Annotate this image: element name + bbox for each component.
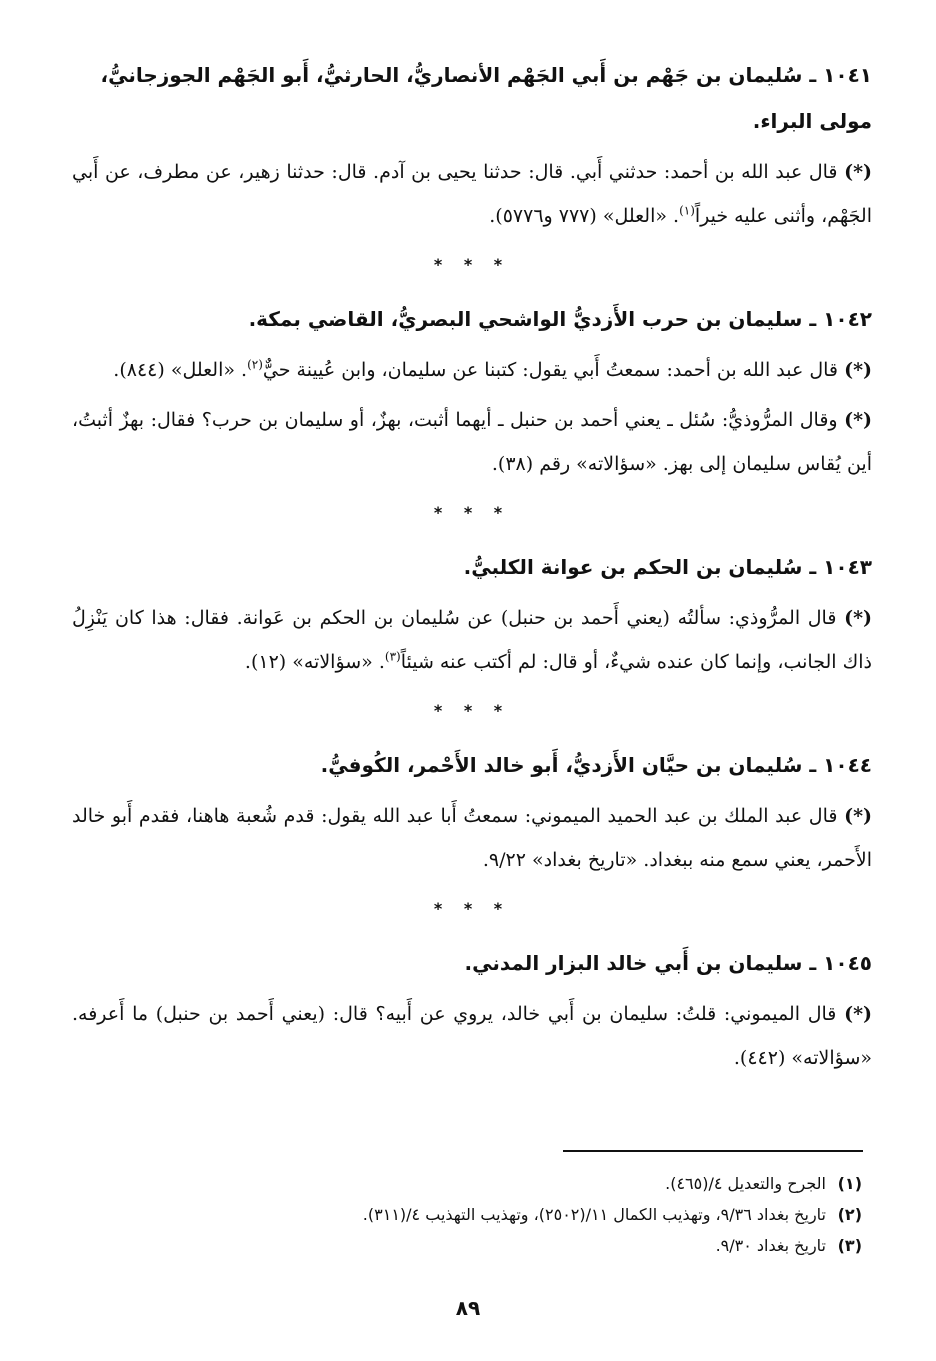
entry-1044 bbox=[72, 742, 872, 882]
entry-paragraph bbox=[72, 398, 872, 486]
entry-1043 bbox=[72, 544, 872, 684]
entry-paragraph bbox=[72, 348, 872, 392]
footnotes bbox=[120, 1168, 862, 1261]
section-separator: * * * bbox=[433, 255, 511, 274]
paragraph-mark: (*) bbox=[844, 409, 872, 431]
entry-paragraph bbox=[72, 596, 872, 684]
footnote-divider bbox=[563, 1150, 863, 1152]
entry-1045 bbox=[72, 940, 872, 1080]
page-number: ٨٩ bbox=[455, 1296, 481, 1320]
footnote-number: (١) bbox=[837, 1174, 862, 1193]
paragraph-tail: . «العلل» (٧٧٧ و٥٧٧٦). bbox=[489, 205, 680, 227]
entry-paragraph bbox=[72, 150, 872, 238]
paragraph-mark: (*) bbox=[844, 1003, 872, 1025]
page-body bbox=[72, 52, 872, 1080]
footnote-ref: (١) bbox=[679, 203, 695, 218]
footnote bbox=[120, 1230, 862, 1261]
entry-title: ١٠٤٤ ـ سُليمان بن حيَّان الأَزديُّ، أَبو خالد الأَحْمر، الكُوفيُّ. bbox=[320, 753, 872, 777]
paragraph-text: وقال المرُّوذيُّ: سُئل ـ يعني أحمد بن حنبل ـ أيهما أثبت، بهزٌ، أو سليمان بن حرب؟ فقال: بهزٌ أثبتُ، أين يُقاس سليمان إلى بهز. «سؤالاته» رقم (٣٨). bbox=[72, 409, 872, 475]
section-separator: * * * bbox=[433, 503, 511, 522]
section-separator: * * * bbox=[433, 701, 511, 720]
entry-paragraph bbox=[72, 992, 872, 1080]
footnote-number: (٢) bbox=[837, 1205, 862, 1224]
paragraph-text: قال المرُّوذي: سألتُه (يعني أَحمد بن حنبل) عن سُليمان بن الحكم بن عَوانة. فقال: هذا كان يَنْزِلُ ذاك الجانب، وإنما كان عنده شيءٌ، أو قال: لم أكتب عنه شيئاً bbox=[72, 607, 872, 673]
section-separator: * * * bbox=[433, 899, 511, 918]
footnote-number: (٣) bbox=[837, 1236, 862, 1255]
footnote-text: تاريخ بغداد ٩/٣٠. bbox=[715, 1236, 826, 1255]
paragraph-text: قال عبد الله بن أحمد: حدثني أَبي. قال: حدثنا يحيى بن آدم. قال: حدثنا زهير، عن مطرف، عن أَبي الجَهْم، وأثنى عليه خيراً bbox=[72, 161, 872, 227]
footnote-text: الجرح والتعديل ٤/(٤٦٥). bbox=[665, 1174, 826, 1193]
footnote-text: تاريخ بغداد ٩/٣٦، وتهذيب الكمال ١١/(٢٥٠٢)، وتهذيب التهذيب ٤/(٣١١). bbox=[362, 1205, 826, 1224]
footnote bbox=[120, 1199, 862, 1230]
paragraph-text: قال عبد الله بن أحمد: سمعتُ أَبي يقول: كتبنا عن سليمان، وابن عُيينة حيٌّ bbox=[262, 359, 839, 381]
footnote bbox=[120, 1168, 862, 1199]
paragraph-mark: (*) bbox=[844, 359, 872, 381]
paragraph-mark: (*) bbox=[844, 161, 872, 183]
entry-paragraph bbox=[72, 794, 872, 882]
paragraph-mark: (*) bbox=[844, 607, 872, 629]
entry-1042 bbox=[72, 296, 872, 486]
entry-title: ١٠٤٥ ـ سليمان بن أَبي خالد البزار المدني. bbox=[464, 951, 872, 975]
footnote-ref: (٣) bbox=[384, 649, 401, 664]
entry-title: ١٠٤٣ ـ سُليمان بن الحكم بن عوانة الكلبيُّ. bbox=[463, 555, 872, 579]
paragraph-text: قال الميموني: قلتُ: سليمان بن أَبي خالد، يروي عن أَبيه؟ قال: (يعني أَحمد بن حنبل) ما أَعرفه. «سؤالاته» (٤٤٢). bbox=[72, 1003, 872, 1069]
entry-title: ١٠٤٢ ـ سليمان بن حرب الأَزديُّ الواشحي البصريُّ، القاضي بمكة. bbox=[248, 307, 872, 331]
paragraph-text: قال عبد الملك بن عبد الحميد الميموني: سمعتُ أَبا عبد الله يقول: قدم شُعبة هاهنا، فقدم أَبو خالد الأَحمر، يعني سمع منه ببغداد. «تاريخ بغداد» ٩/٢٢. bbox=[72, 805, 872, 871]
paragraph-tail: . «سؤالاته» (١٢). bbox=[244, 651, 385, 673]
entry-1041 bbox=[72, 52, 872, 238]
footnote-ref: (٢) bbox=[247, 357, 263, 372]
paragraph-tail: . «العلل» (٨٤٤). bbox=[113, 359, 248, 381]
entry-title: ١٠٤١ ـ سُليمان بن جَهْم بن أَبي الجَهْم الأنصاريُّ، الحارثيُّ، أَبو الجَهْم الجوزجانيُّ، مولى البراء. bbox=[100, 63, 872, 133]
paragraph-mark: (*) bbox=[844, 805, 873, 827]
